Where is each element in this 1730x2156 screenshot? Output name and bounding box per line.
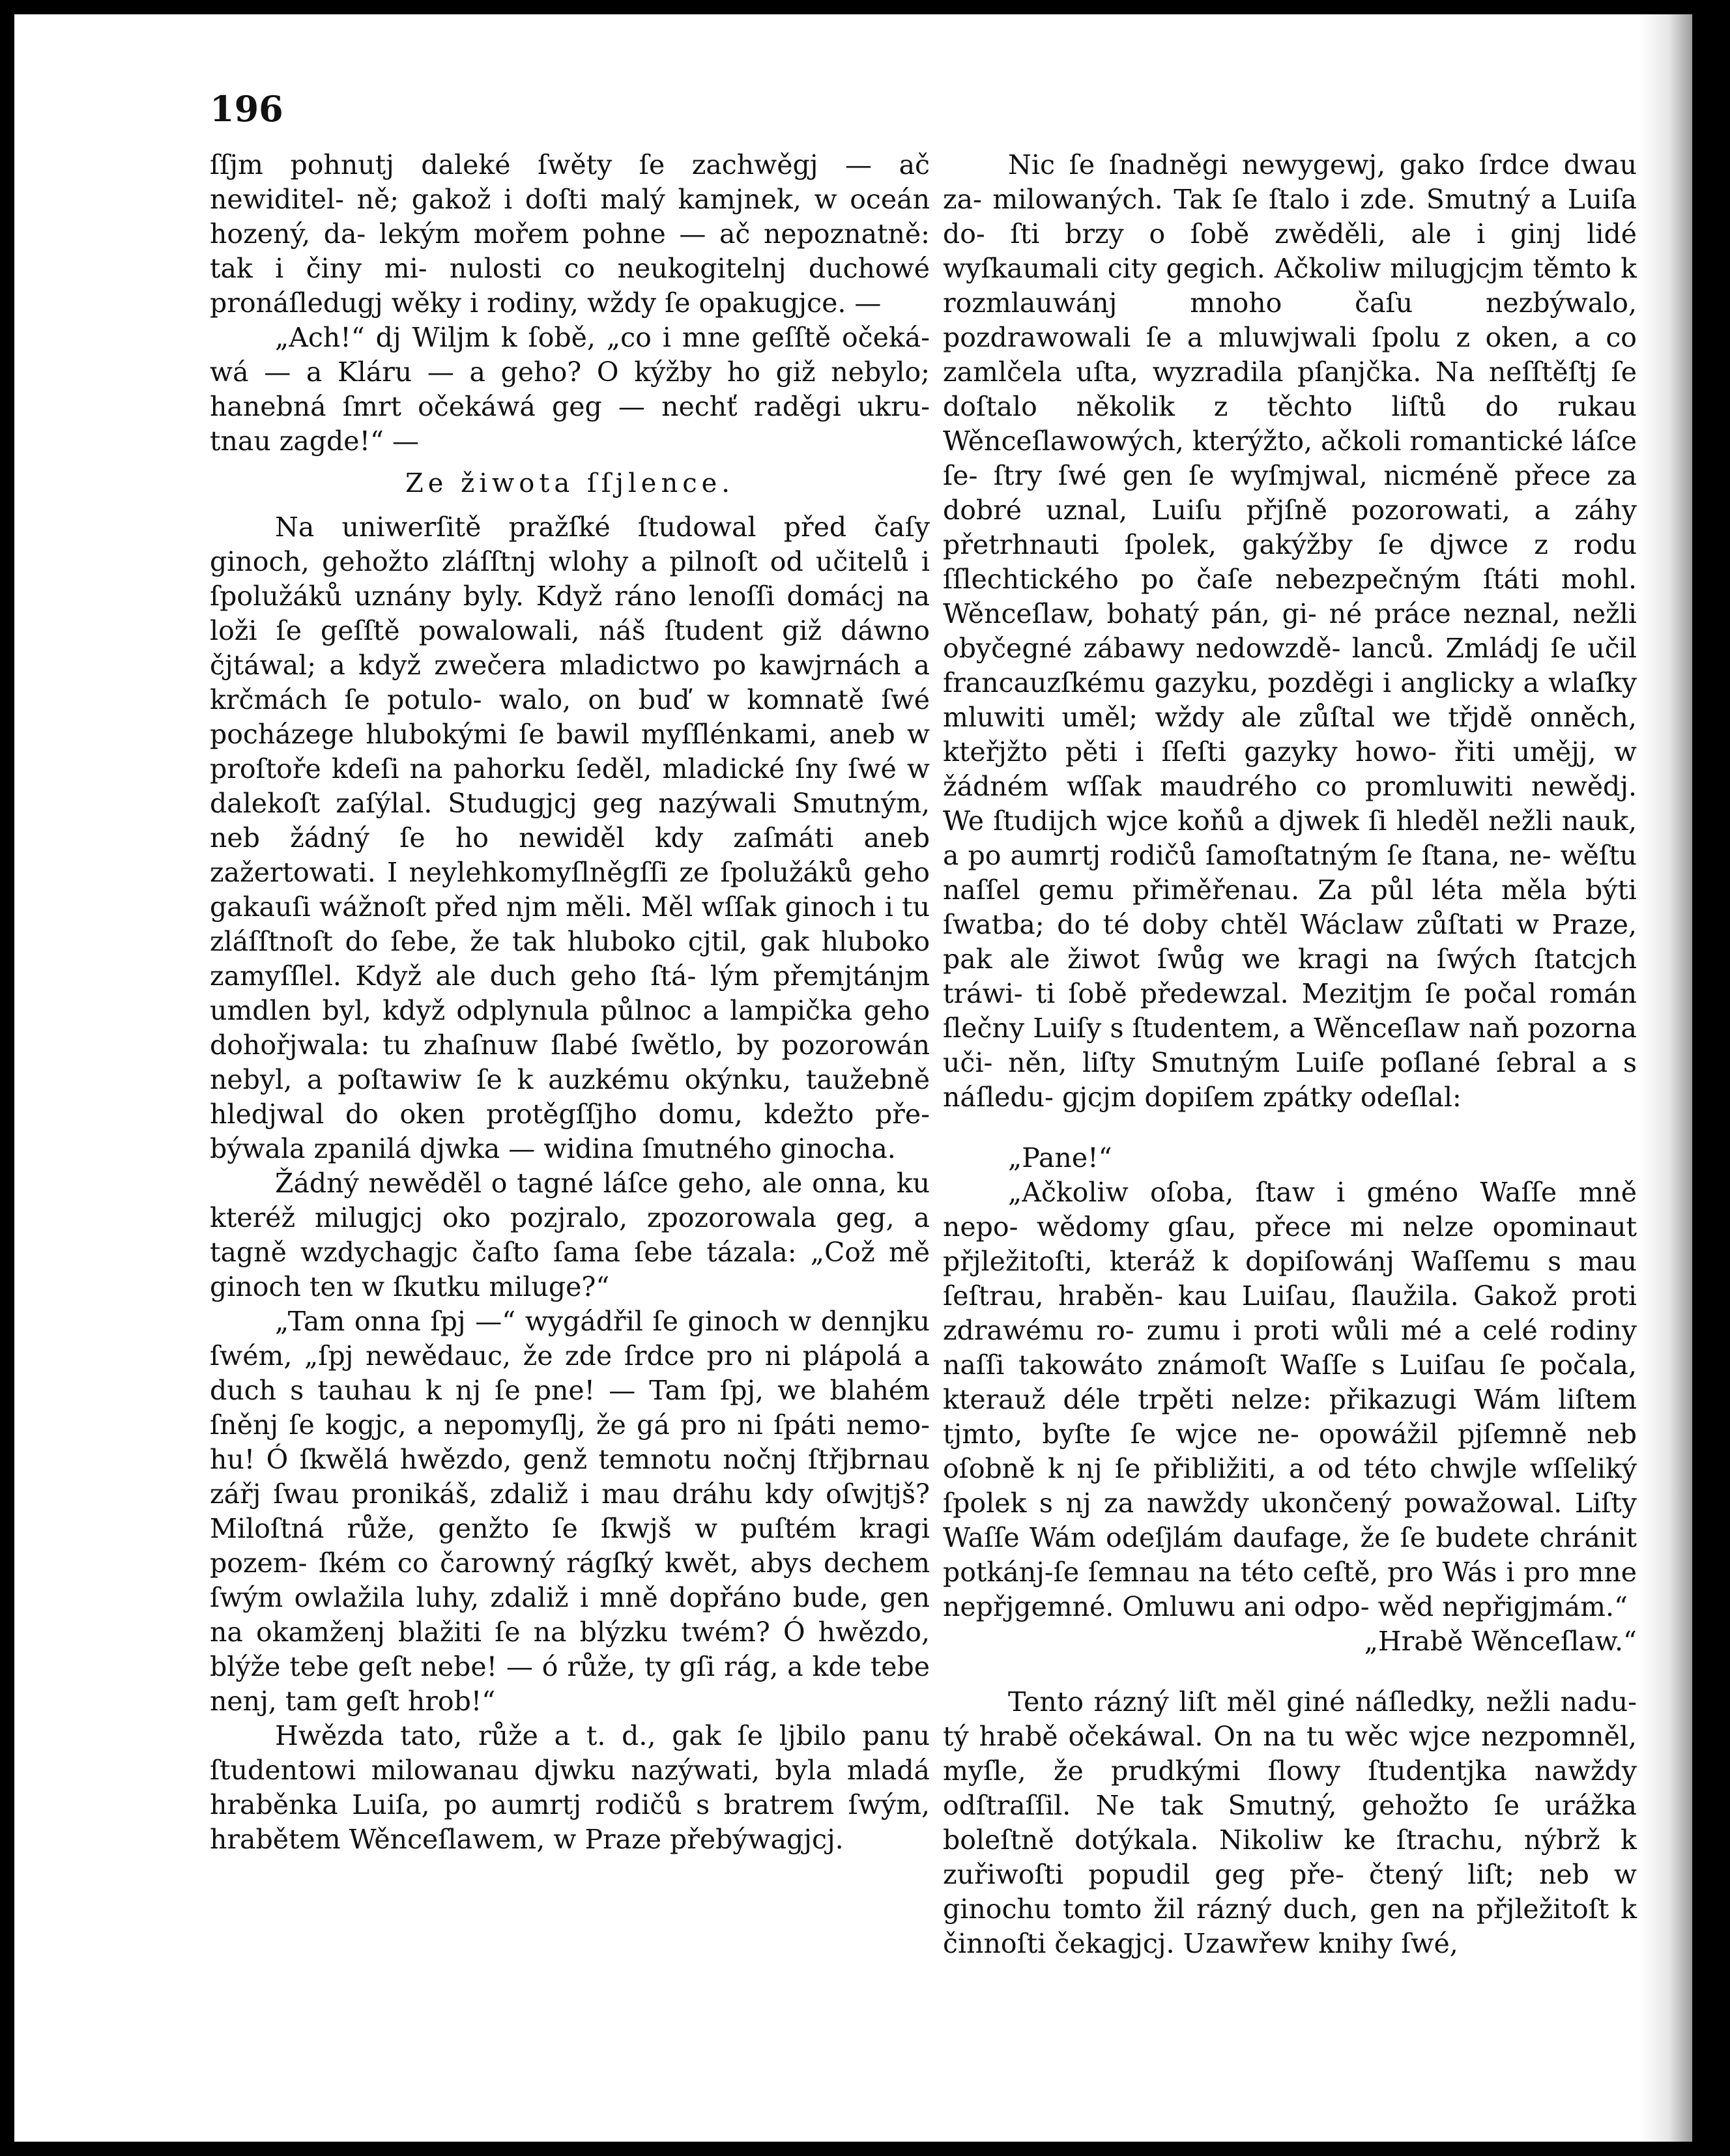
book-page [14,14,1692,2142]
letter-signature: „Hrabě Wěnceſlaw.“ [1364,1626,1637,1657]
letter-body: „Ačkoliw oſoba, ſtaw i gméno Waſſe mně nepo- wědomy gſau, přece mi nelze opominaut přjležitoſti, kteráž k dopiſowánj Waſſemu s mau ſeſtrau, hraběn- kau Luiſau, ſlaužila. Gakož proti zdrawému ro- zumu i proti wůli mé a celé rodiny naſſi takowáto známoſt Waſſe s Luiſau ſe počala, kterauž déle trpěti nelze: přikazugi Wám liſtem tjmto, byſte ſe wjce ne- opowážil pjſemně neb oſobně k nj ſe přibližiti, a od této chwjle wſſeliký ſpolek s nj za nawždy ukončený powažowal. Liſty Waſſe Wám odeſjlám daufage, že ſe budete chránit potkánj-ſe ſemnau na této ceſtě, pro Wás i pro mne nepřjgemné. Omluwu ani odpo- wěd nepřigjmám.“ [943,1177,1637,1622]
page-number: 196 [210,88,283,130]
section-heading: Ze žiwota ſſjlence. [405,468,735,498]
paragraph: ſſjm pohnutj daleké ſwěty ſe zachwěgj — ač newiditel- ně; gakož i doſti malý kamjnek, w oceán hozený, da- lekým mořem pohne — ač nepoznatně: tak i činy mi- nulosti co neukogitelnj duchowé pronáſledugj wěky i rodiny, wždy ſe opakugjce. — [210,149,930,319]
paragraph: „Ach!“ dj Wiljm k ſobě, „co i mne geſſtě očeká- wá — a Kláru — a geho? O kýžby ho giž nebylo; hanebná ſmrt očekáwá geg — nechť raděgi ukru- tnau zagde!“ — [210,322,930,457]
letter-salutation: „Pane!“ [1008,1142,1112,1173]
right-column [943,148,1637,1961]
paragraph: „Tam onna ſpj —“ wygádřil ſe ginoch w dennjku ſwém, „ſpj newědauc, že zde ſrdce pro ni plápolá a duch s tauhau k nj ſe pne! — Tam ſpj, we blahém ſněnj ſe kogjc, a nepomyſlj, že gá pro ni ſpáti nemo- hu! Ó ſkwělá hwězdo, genž temnotu nočnj ſtřjbrnau zářj ſwau pronikáš, zdaliž i mau dráhu kdy oſwjtjš? Miloſtná růže, genžto ſe ſkwjš w puſtém kragi pozem- ſkém co čarowný rágſký kwět, abys dechem ſwým owlažila luhy, zdaliž i mně dopřáno bude, gen na okamženj blažiti ſe na blýzku twém? Ó hwězdo, blýže tebe geſt nebe! — ó růže, ty gſi rág, a kde tebe nenj, tam geſt hrob!“ [210,1306,930,1717]
paragraph: Na uniwerſitě pražſké ſtudowal před čaſy ginoch, gehožto zláſſtnj wlohy a pilnoſt od učitelů i ſpolužáků uznány byly. Když ráno lenoſſi domácj na loži ſe geſſtě powalowali, náš ſtudent giž dáwno čjtáwal; a když zwečera mladictwo po kawjrnách a krčmách ſe potulo- walo, on buď w komnatě ſwé pocházege hlubokými ſe bawil myſſlénkami, aneb w proſtoře kdeſi na pahorku ſeděl, mladické ſny ſwé w dalekoſt zaſýlal. Studugjcj geg nazýwali Smutným, neb žádný ſe ho newiděl kdy zaſmáti aneb zažertowati. I neylehkomyſlněgſſi ze ſpolužáků geho gakauſi wážnoſt před njm měli. Měl wſſak ginoch i tu zláſſtnoſt do ſebe, že tak hluboko cjtil, gak hluboko zamyſſlel. Když ale duch geho ſtá- lým přemjtánjm umdlen byl, když odplynula půlnoc a lampička geho dohořjwala: tu zhaſnuw ſlabé ſwětlo, by pozorowán nebyl, a poſtawiw ſe k auzkému okýnku, taužebně hledjwal do oken protěgſſjho domu, kdežto pře- býwala zpanilá djwka — widina ſmutného ginocha. [210,511,930,1164]
paragraph: Hwězda tato, růže a t. d., gak ſe ljbilo panu ſtudentowi milowanau djwku nazýwati, byla mladá hraběnka Luiſa, po aumrtj rodičů s bratrem ſwým, hrabětem Wěnceſlawem, w Praze přebýwagjcj. [210,1720,930,1855]
paragraph: Tento rázný liſt měl giné náſledky, nežli nadu- tý hrabě očekáwal. On na tu wěc wjce nezpomněl, myſle, že prudkými ſlowy ſtudentjka nawždy odſtraſſil. Ne tak Smutný, gehožto ſe urážka boleſtně dotýkala. Nikoliw ke ſtrachu, nýbrž k zuřiwoſti popudil geg pře- čtený liſt; neb w ginochu tomto žil rázný duch, gen na přjležitoſt k činnoſti čekagjcj. Uzawřew knihy ſwé, [943,1686,1637,1959]
page-edge-shadow [1640,14,1692,2142]
paragraph: Žádný newěděl o tagné láſce geho, ale onna, ku kteréž milugjcj oko pozjralo, zpozorowala geg, a tagně wzdychagjc čaſto ſama ſebe tázala: „Což mě ginoch ten w ſkutku miluge?“ [210,1168,930,1302]
left-column [210,148,930,1857]
paragraph: Nic ſe ſnadněgi newygewj, gako ſrdce dwau za- milowaných. Tak ſe ſtalo i zde. Smutný a Luiſa do- ſti brzy o ſobě zwěděli, ale i ginj lidé wyſkaumali city gegich. Ačkoliw milugjcjm těmto k rozmlauwánj mnoho čaſu nezbýwalo, pozdrawowali ſe a mluwjwali ſpolu z oken, a co zamlčela uſta, wyzradila pſanjčka. Na neſſtěſtj ſe doſtalo několik z těchto liſtů do rukau Wěnceſlawowých, kterýžto, ačkoli romantické láſce ſe- ſtry ſwé gen ſe wyſmjwal, nicméně přece za dobré uznal, Luiſu přjſně pozorowati, a záhy přetrhnauti ſpolek, gakýžby ſe djwce z rodu ſſlechtického po čaſe nebezpečným ſtáti mohl. Wěnceſlaw, bohatý pán, gi- né práce neznal, nežli obyčegné zábawy nedowzdě- lanců. Zmládj ſe učil francauzſkému gazyku, pozděgi i anglicky a wlaſky mluwiti uměl; wždy ale zůſtal we třjdě onněch, kteřjžto pěti i ſſeſti gazyky howo- řiti umějj, w žádném wſſak maudrého co promluwiti newědj. We ſtudijch wjce koňů a djwek ſi hleděl nežli nauk, a po aumrtj rodičů ſamoſtatným ſe ſtana, ne- wěſtu naſſel gemu přiměřenau. Za půl léta měla býti ſwatba; do té doby chtěl Wáclaw zůſtati w Praze, pak ale žiwot ſwůg we kragi na ſwých ſtatcjch tráwi- ti ſobě předewzal. Mezitjm ſe počal román ſlečny Luiſy s ſtudentem, a Wěnceſlaw naň pozorna uči- něn, liſty Smutným Luiſe poſlané ſebral a s náſledu- gjcjm dopiſem zpátky odeſlal: [943,149,1637,1113]
